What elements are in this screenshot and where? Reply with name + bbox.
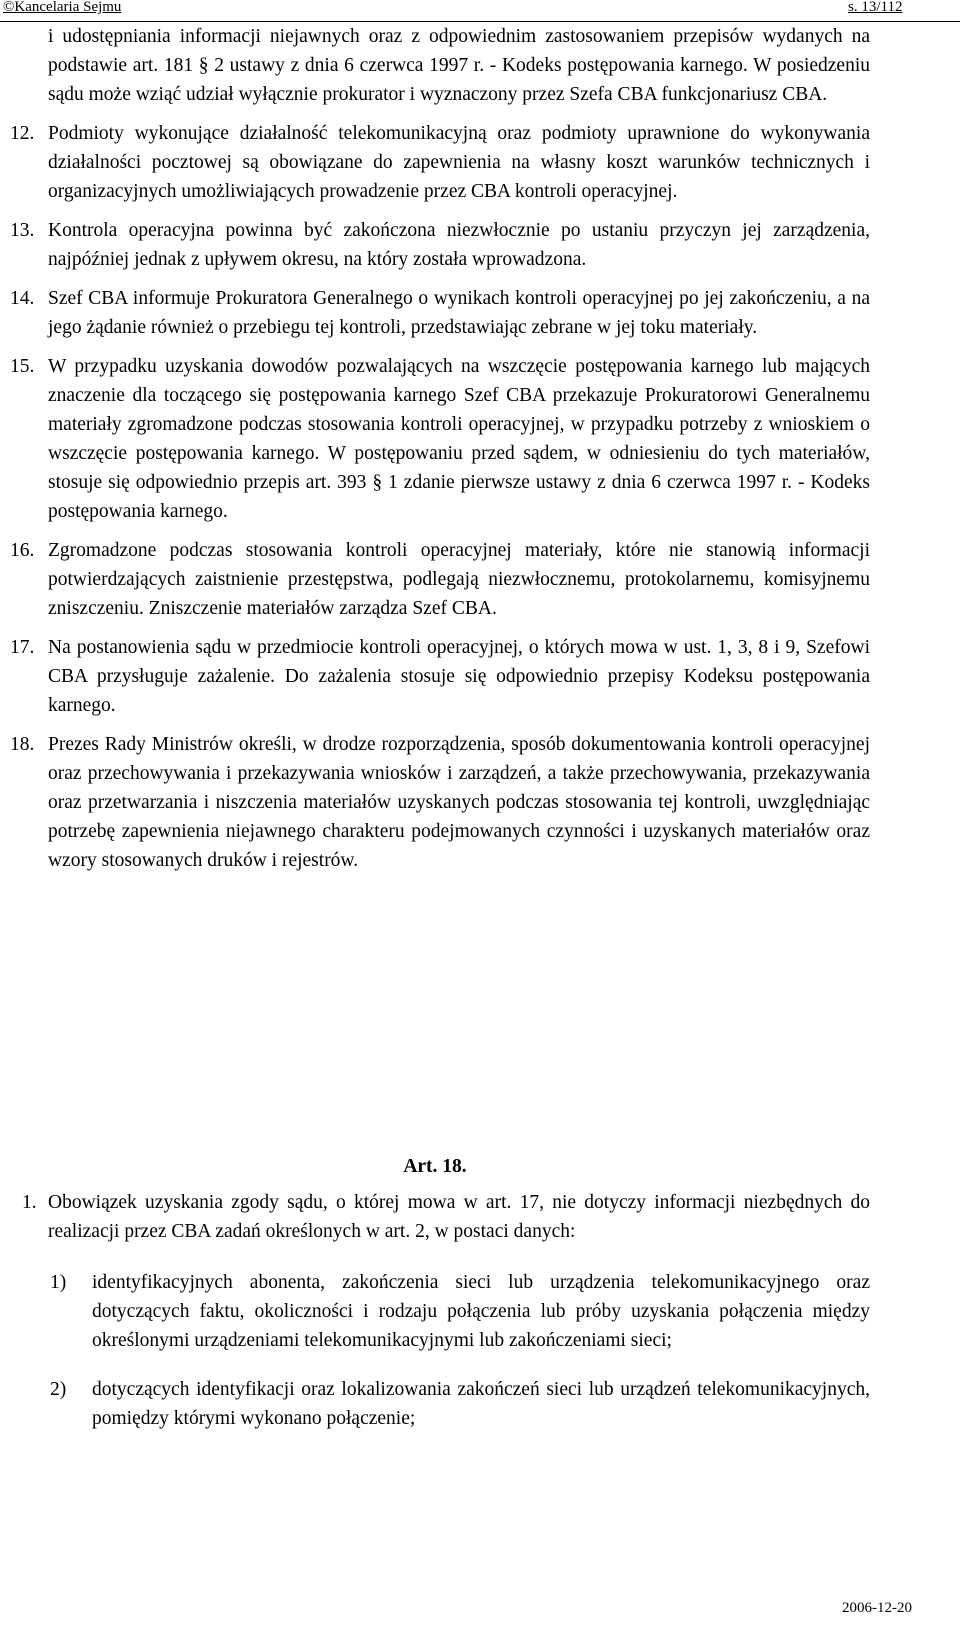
paragraph-17 [0,633,870,720]
paragraph-number: 16. [10,540,35,561]
paragraph-number: 14. [10,288,35,309]
paragraph-text: Kontrola operacyjna powinna być zakończona niezwłocznie po ustaniu przyczyn jej zarządzenia, najpóźniej jednak z upływem okresu, na który została wprowadzona. [48,220,870,270]
paragraph-16 [0,536,870,623]
list-item-number: 2) [50,1378,67,1400]
paragraph-text: Podmioty wykonujące działalność telekomunikacyjną oraz podmioty uprawnione do wykonywania działalności pocztowej są obowiązane do zapewnienia na własny koszt warunków technicznych i organizacyjnych umożliwiających prowadzenie przez CBA kontroli operacyjnej. [48,123,870,202]
intro-paragraph: i udostępniania informacji niejawnych oraz z odpowiednim zastosowaniem przepisów wydanych na podstawie art. 181 § 2 ustawy z dnia 6 czerwca 1997 r. - Kodeks postępowania karnego. W posiedzeniu sądu może wziąć udział wyłącznie prokurator i wyznaczony przez Szefa CBA funkcjonariusz CBA. [48,26,870,105]
paragraph-text: Na postanowienia sądu w przedmiocie kontroli operacyjnej, o których mowa w ust. 1, 3, 8 i 9, Szefowi CBA przysługuje zażalenie. Do zażalenia stosuje się odpowiednio przepisy Kodeksu postępowania karnego. [48,637,870,716]
header-source: ©Kancelaria Sejmu [3,0,122,15]
paragraph-number: 12. [10,123,35,144]
paragraph-text: Prezes Rady Ministrów określi, w drodze rozporządzenia, sposób dokumentowania kontroli operacyjnej oraz przechowywania i przekazywania wniosków i zarządzeń, a także przechowywania, przekazywania oraz przetwarzania i niszczenia materiałów uzyskanych podczas stosowania tej kontroli, uwzględniając potrzebę zapewnienia niejawnego charakteru podejmowanych czynności i uzyskanych materiałów oraz wzory stosowanych druków i rejestrów. [48,734,870,871]
paragraph-number: 17. [10,637,35,658]
footer-date: 2006-12-20 [842,1600,912,1616]
article-body [0,1188,960,1452]
paragraph-14 [0,284,870,342]
paragraph-text: Szef CBA informuje Prokuratora Generalnego o wynikach kontroli operacyjnej po jej zakończeniu, a na jego żądanie również o przebiegu tej kontroli, przedstawiając zebrane w jej toku materiały. [48,288,870,338]
list-item-2 [0,1375,870,1433]
paragraph-15 [0,352,870,526]
document-body [0,22,960,875]
list-item-1 [0,1268,870,1355]
list-item-text: dotyczących identyfikacji oraz lokalizowania zakończeń sieci lub urządzeń telekomunikacyjnych, pomiędzy którymi wykonano połączenie; [92,1378,870,1429]
list-item-text: identyfikacyjnych abonenta, zakończenia sieci lub urządzenia telekomunikacyjnego oraz dotyczących faktu, okoliczności i rodzaju połączenia lub próby uzyskania połączenia między określonymi urządzeniami telekomunikacyjnymi lub zakończeniami sieci; [92,1272,870,1351]
paragraph-12 [0,119,870,206]
paragraph-number: 18. [10,734,35,755]
paragraph-number: 1. [22,1192,37,1213]
paragraph-text: W przypadku uzyskania dowodów pozwalających na wszczęcie postępowania karnego lub mających znaczenie dla toczącego się postępowania karnego Szef CBA przekazuje Prokuratorowi Generalnemu materiały zgromadzone podczas stosowania kontroli operacyjnej, w przypadku potrzeby z wnioskiem o wszczęcie postępowania karnego. W postępowaniu przed sądem, w odniesieniu do tych materiałów, stosuje się odpowiednio przepis art. 393 § 1 zdanie pierwsze ustawy z dnia 6 czerwca 1997 r. - Kodeks postępowania karnego. [48,356,870,522]
paragraph-number: 13. [10,220,35,241]
page-number: s. 13/112 [848,0,903,15]
list-item-number: 1) [50,1272,67,1293]
paragraph-18 [0,730,870,875]
article-title: Art. 18. [403,1156,467,1177]
paragraph-text: Obowiązek uzyskania zgody sądu, o której mowa w art. 17, nie dotyczy informacji niezbędnych do realizacji przez CBA zadań określonych w art. 2, w postaci danych: [48,1192,870,1242]
paragraph-13 [0,216,870,274]
article-paragraph-1 [0,1188,870,1246]
paragraph-text: Zgromadzone podczas stosowania kontroli operacyjnej materiały, które nie stanowią informacji potwierdzających zaistnienie przestępstwa, podlegają niezwłocznemu, protokolarnemu, komisyjnemu zniszczeniu. Zniszczenie materiałów zarządza Szef CBA. [48,540,870,619]
paragraph-number: 15. [10,356,35,377]
